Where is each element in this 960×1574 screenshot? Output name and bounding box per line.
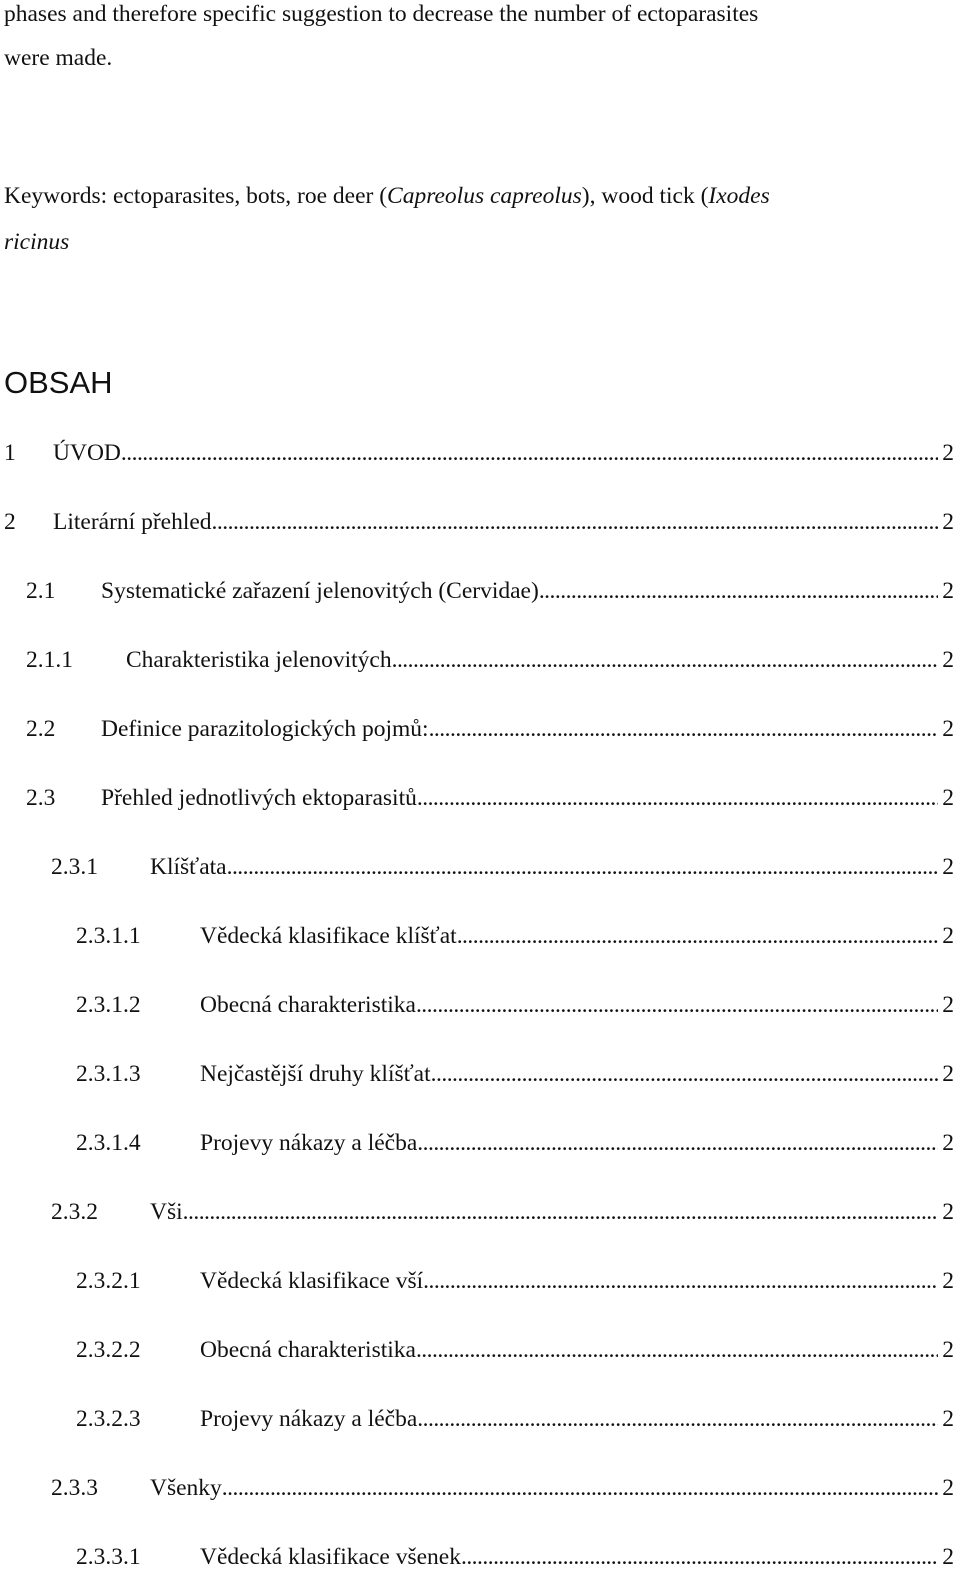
toc-entry-title: Charakteristika jelenovitých [126,647,392,673]
toc-entry-title: Obecná charakteristika [200,1337,416,1363]
toc-entry-title: Klíšťata [150,854,227,880]
toc-entry[interactable] [51,1473,954,1503]
toc-entry[interactable] [76,921,954,951]
toc-dot-leader [417,1404,938,1434]
toc-entry-page: 2 [942,509,954,535]
toc-dot-leader [416,1335,938,1365]
keywords-line [4,182,770,210]
toc-entry-title: Nejčastější druhy klíšťat [200,1061,431,1087]
abstract-line-2: were made. [4,45,113,71]
toc-entry[interactable] [26,645,954,675]
toc-entry-number: 2.2 [26,716,56,742]
toc-entry-page: 2 [942,785,954,811]
toc-entry-number: 2.3.3 [51,1475,98,1501]
toc-dot-leader [222,1473,938,1503]
toc-entry-number: 2.3.2 [51,1199,98,1225]
toc-entry[interactable] [26,783,954,813]
toc-entry-page: 2 [942,1199,954,1225]
toc-entry-page: 2 [942,1475,954,1501]
toc-entry-title: Vědecká klasifikace všenek [200,1544,461,1570]
toc-entry-title: Vědecká klasifikace vší [200,1268,424,1294]
toc-entry-number: 2.3.1.3 [76,1061,141,1087]
toc-entry-number: 2.3.2.2 [76,1337,141,1363]
toc-dot-leader [431,1059,939,1089]
toc-entry[interactable] [51,852,954,882]
toc-entry-title: Projevy nákazy a léčba [200,1130,418,1156]
keywords-line-2 [4,228,69,256]
toc-entry[interactable] [4,507,954,537]
toc-entry-title: Vědecká klasifikace klíšťat [200,923,457,949]
toc-entry-page: 2 [942,440,954,466]
toc-entry[interactable] [76,1266,954,1296]
toc-entry-page: 2 [942,1544,954,1570]
keywords-middle: ), wood tick ( [581,183,709,209]
keywords-species-ricinus: ricinus [4,229,70,255]
toc-dot-leader [121,438,938,468]
toc-entry-page: 2 [942,923,954,949]
toc-entry-number: 2.3.1.2 [76,992,141,1018]
toc-entry[interactable] [76,1128,954,1158]
toc-entry-number: 2.3.2.1 [76,1268,141,1294]
toc-entry-number: 2.3.1 [51,854,98,880]
toc-entry-number: 2.3.2.3 [76,1406,141,1432]
keywords-species-capreolus: Capreolus capreolus [387,183,582,209]
toc-entry[interactable] [76,1404,954,1434]
toc-entry-number: 2.1 [26,578,56,604]
toc-entry[interactable] [4,438,954,468]
toc-entry-title: ÚVOD [53,440,121,466]
toc-entry[interactable] [26,714,954,744]
toc-dot-leader [227,852,939,882]
toc-entry[interactable] [76,1542,954,1572]
toc-entry-number: 2.3.3.1 [76,1544,141,1570]
toc-entry-title: Systematické zařazení jelenovitých (Cervidae) [101,578,539,604]
toc-entry[interactable] [76,1059,954,1089]
toc-dot-leader [183,1197,939,1227]
toc-dot-leader [423,1266,938,1296]
toc-dot-leader [416,990,938,1020]
toc-dot-leader [461,1542,938,1572]
toc-entry-number: 2.3.1.1 [76,923,141,949]
toc-entry-number: 2.3.1.4 [76,1130,141,1156]
toc-entry-page: 2 [942,854,954,880]
toc-entry-title: Všenky [150,1475,222,1501]
toc-dot-leader [429,714,939,744]
toc-entry[interactable] [51,1197,954,1227]
keywords-prefix: Keywords: ectoparasites, bots, roe deer ( [4,183,388,209]
toc-entry-title: Vši [150,1199,183,1225]
toc-entry-title: Projevy nákazy a léčba [200,1406,418,1432]
toc-entry[interactable] [76,990,954,1020]
toc-entry-number: 2 [4,509,16,535]
abstract-line-1: phases and therefore specific suggestion to decrease the number of ectoparasites [4,1,759,27]
toc-dot-leader [417,1128,938,1158]
toc-dot-leader [212,507,939,537]
toc-dot-leader [539,576,938,606]
toc-heading: OBSAH [4,365,113,400]
toc-dot-leader [392,645,939,675]
toc-entry-page: 2 [942,1337,954,1363]
toc-entry-title: Obecná charakteristika [200,992,416,1018]
toc-entry-page: 2 [942,1061,954,1087]
keywords-species-ixodes: Ixodes [708,183,770,209]
toc-dot-leader [417,783,938,813]
toc-entry-page: 2 [942,716,954,742]
toc-entry-page: 2 [942,1406,954,1432]
toc-entry-page: 2 [942,1130,954,1156]
toc-entry-page: 2 [942,992,954,1018]
toc-entry-page: 2 [942,647,954,673]
toc-entry-title: Definice parazitologických pojmů: [101,716,429,742]
toc-dot-leader [457,921,939,951]
toc-entry-number: 2.1.1 [26,647,73,673]
toc-entry-number: 2.3 [26,785,56,811]
toc-entry-page: 2 [942,578,954,604]
toc-entry-page: 2 [942,1268,954,1294]
toc-entry[interactable] [76,1335,954,1365]
toc-entry-title: Literární přehled [53,509,212,535]
toc-entry[interactable] [26,576,954,606]
toc-entry-title: Přehled jednotlivých ektoparasitů [101,785,417,811]
toc-entry-number: 1 [4,440,16,466]
